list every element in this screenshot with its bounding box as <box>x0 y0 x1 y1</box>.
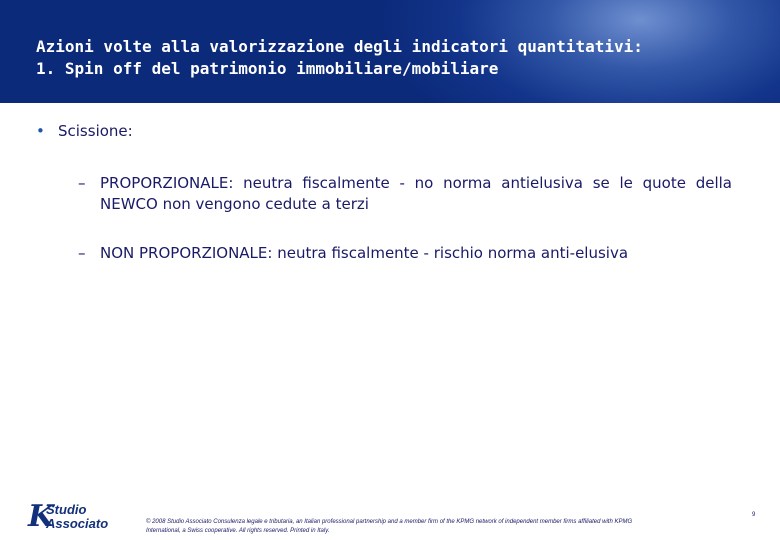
logo-k-letter: K <box>28 499 55 534</box>
slide-title <box>36 36 756 80</box>
dash-icon: – <box>78 244 86 262</box>
logo-line-2: Associato <box>46 516 109 531</box>
bullet-dot-icon: • <box>36 122 45 140</box>
studio-associato-logo <box>28 500 140 534</box>
logo-line-1: Studio <box>46 502 87 517</box>
slide-title-line-1: Azioni volte alla valorizzazione degli indicatori quantitativi: <box>36 37 643 56</box>
bullet-text: Scissione: <box>58 122 133 140</box>
slide-title-line-2: 1. Spin off del patrimonio immobiliare/mobiliare <box>36 59 499 78</box>
sub-item-proporzionale <box>78 173 732 215</box>
title-banner <box>0 0 780 103</box>
sub-item-non-proporzionale <box>78 243 732 264</box>
dash-icon: – <box>78 174 86 192</box>
bullet-scissione <box>36 122 133 140</box>
sub-item-text: NON PROPORZIONALE: neutra fiscalmente - rischio norma anti-elusiva <box>100 244 629 262</box>
footer-disclaimer: © 2008 Studio Associato Consulenza legale e tributaria, an Italian professional partnership and a member firm of the KPMG network of independent member firms affiliated with KPMG International, a Swiss cooperative. All rights reserved. Printed in Italy. <box>146 519 633 534</box>
page-number: 9 <box>752 512 756 518</box>
sub-item-text: PROPORZIONALE: neutra fiscalmente - no norma antielusiva se le quote della NEWCO non vengono cedute a terzi <box>100 174 732 213</box>
